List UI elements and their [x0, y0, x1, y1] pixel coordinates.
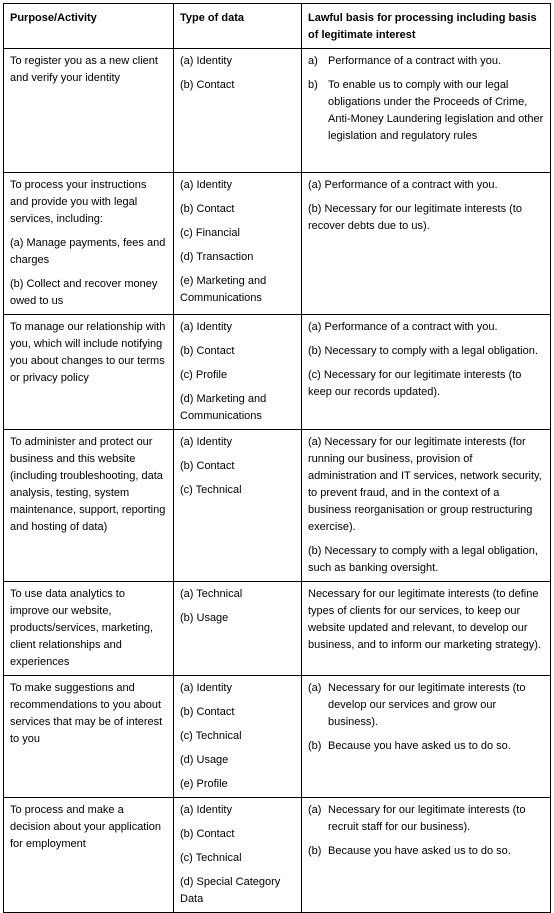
data-type-item: (c) Financial	[180, 227, 240, 239]
purpose-text: To administer and protect our business and this website (including troubleshooting, data analysis, testing, system maintenance, support, reporting and hosting of data)	[10, 436, 166, 533]
basis-text: Because you have asked us to do so.	[328, 740, 511, 752]
basis-item	[308, 77, 544, 145]
purpose-text: (b) Collect and recover money owed to us	[10, 278, 158, 307]
data-type-item: (a) Identity	[180, 804, 232, 816]
basis-text: Necessary for our legitimate interests (to recruit staff for our business).	[328, 804, 526, 833]
data-type-item: (d) Special Category Data	[180, 876, 281, 905]
data-type-item: (a) Identity	[180, 179, 232, 191]
data-type-item: (c) Technical	[180, 730, 242, 742]
basis-marker: b)	[308, 79, 318, 91]
purpose-text: To register you as a new client and verify your identity	[10, 55, 158, 84]
basis-marker: (b)	[308, 845, 322, 857]
table-row	[4, 49, 551, 173]
basis-text: (a) Necessary for our legitimate interests (for running our business, provision of administration and IT services, network security, to prevent fraud, and in the context of a business reorganisation or group restructuring exercise).	[308, 436, 542, 533]
data-type-item: (b) Contact	[180, 79, 235, 91]
type-cell	[174, 582, 302, 676]
table-row	[4, 315, 551, 430]
lawful-basis-table	[3, 3, 551, 913]
purpose-cell	[4, 173, 174, 315]
data-type-item: (d) Transaction	[180, 251, 254, 263]
basis-item	[308, 802, 544, 836]
data-type-item: (e) Marketing and Communications	[180, 275, 267, 304]
data-type-item: (e) Profile	[180, 778, 228, 790]
data-type-item: (b) Contact	[180, 460, 235, 472]
type-cell	[174, 798, 302, 913]
purpose-cell	[4, 49, 174, 173]
basis-text: Because you have asked us to do so.	[328, 845, 511, 857]
basis-marker: (a)	[308, 804, 322, 816]
header-type-of-data: Type of data	[174, 4, 302, 49]
purpose-cell	[4, 430, 174, 582]
basis-text: (a) Performance of a contract with you.	[308, 321, 498, 333]
table-row	[4, 798, 551, 913]
basis-text: (b) Necessary to comply with a legal obligation.	[308, 345, 538, 357]
data-type-item: (b) Contact	[180, 203, 235, 215]
table-row	[4, 676, 551, 798]
type-cell	[174, 49, 302, 173]
basis-cell	[302, 582, 551, 676]
basis-text: (b) Necessary to comply with a legal obligation, such as banking oversight.	[308, 545, 538, 574]
basis-cell	[302, 173, 551, 315]
basis-item	[308, 53, 544, 70]
purpose-text: (a) Manage payments, fees and charges	[10, 237, 166, 266]
header-purpose: Purpose/Activity	[4, 4, 174, 49]
type-cell	[174, 676, 302, 798]
data-type-item: (c) Profile	[180, 369, 228, 381]
data-type-item: (a) Identity	[180, 682, 232, 694]
basis-item	[308, 680, 544, 731]
data-type-item: (c) Technical	[180, 484, 242, 496]
table-row	[4, 582, 551, 676]
basis-text: (a) Performance of a contract with you.	[308, 179, 498, 191]
basis-text: To enable us to comply with our legal obligations under the Proceeds of Crime, Anti-Money Laundering legislation and other legislation and regulatory rules	[328, 79, 544, 142]
data-type-item: (b) Contact	[180, 828, 235, 840]
basis-cell	[302, 315, 551, 430]
basis-cell	[302, 430, 551, 582]
purpose-cell	[4, 582, 174, 676]
purpose-cell	[4, 676, 174, 798]
data-type-item: (d) Usage	[180, 754, 229, 766]
data-type-item: (b) Contact	[180, 706, 235, 718]
basis-marker: (b)	[308, 740, 322, 752]
data-type-item: (a) Identity	[180, 321, 232, 333]
data-type-item: (b) Usage	[180, 612, 229, 624]
purpose-cell	[4, 315, 174, 430]
data-type-item: (a) Technical	[180, 588, 243, 600]
basis-text: (c) Necessary for our legitimate interests (to keep our records updated).	[308, 369, 522, 398]
basis-item	[308, 843, 544, 860]
purpose-text: To manage our relationship with you, which will include notifying you about changes to our terms or privacy policy	[10, 321, 166, 384]
purpose-text: To process and make a decision about your application for employment	[10, 804, 162, 850]
purpose-cell	[4, 798, 174, 913]
data-type-item: (d) Marketing and Communications	[180, 393, 267, 422]
data-type-item: (a) Identity	[180, 55, 232, 67]
header-lawful-basis: Lawful basis for processing including basis of legitimate interest	[302, 4, 551, 49]
purpose-text: To make suggestions and recommendations to you about services that may be of interest to you	[10, 682, 163, 745]
basis-cell	[302, 676, 551, 798]
data-type-item: (a) Identity	[180, 436, 232, 448]
basis-cell	[302, 49, 551, 173]
table-row	[4, 430, 551, 582]
basis-text: Necessary for our legitimate interests (to develop our services and grow our business).	[328, 682, 526, 728]
type-cell	[174, 315, 302, 430]
basis-cell	[302, 798, 551, 913]
table-header-row	[4, 4, 551, 49]
basis-text: (b) Necessary for our legitimate interests (to recover debts due to us).	[308, 203, 522, 232]
basis-item	[308, 738, 544, 755]
basis-text: Performance of a contract with you.	[328, 55, 502, 67]
type-cell	[174, 430, 302, 582]
data-type-item: (c) Technical	[180, 852, 242, 864]
basis-text: Necessary for our legitimate interests (to define types of clients for our services, to keep our website updated and relevant, to develop our business, and to inform our marketing strategy).	[308, 588, 541, 651]
table-row	[4, 173, 551, 315]
purpose-text: To use data analytics to improve our website, products/services, marketing, client relationships and experiences	[10, 588, 154, 668]
purpose-text: To process your instructions and provide you with legal services, including:	[10, 179, 147, 225]
basis-marker: a)	[308, 55, 318, 67]
data-type-item: (b) Contact	[180, 345, 235, 357]
type-cell	[174, 173, 302, 315]
basis-marker: (a)	[308, 682, 322, 694]
